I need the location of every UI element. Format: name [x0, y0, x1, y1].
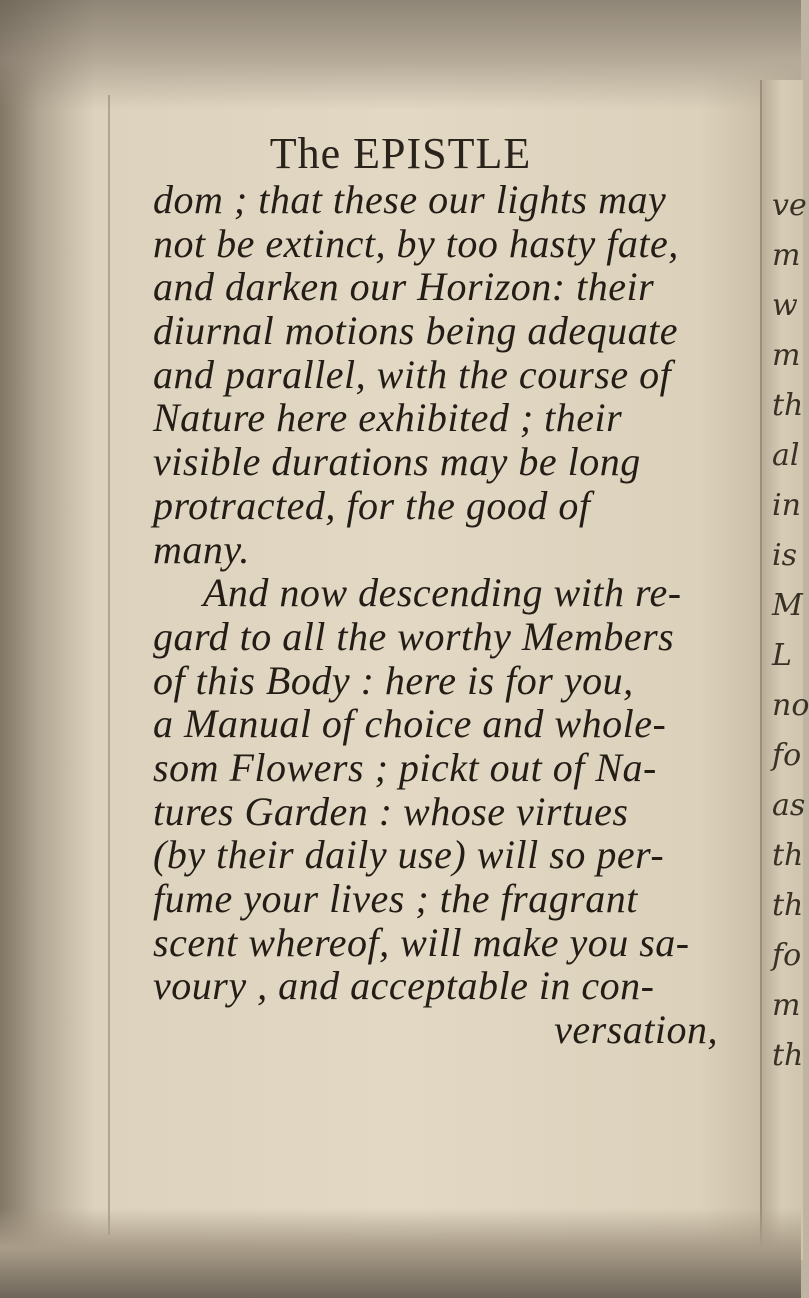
facing-page-fragment: is [772, 538, 797, 573]
text-line: tures Garden : whose virtues [153, 788, 629, 834]
facing-page-fragment: th [772, 388, 804, 423]
text-line: fume your lives ; the fragrant [153, 876, 638, 921]
binding-shadow [0, 0, 95, 1298]
facing-page-fragment: m [772, 238, 801, 273]
text-line: Nature here exhibited ; their [153, 395, 623, 441]
text-line: visible durations may be long [153, 439, 641, 485]
text-line: protracted, for the good of [153, 482, 591, 528]
facing-page-fragment: as [772, 788, 806, 823]
facing-page-fragment: in [772, 488, 801, 523]
text-line: not be extinct, by too hasty fate, [153, 220, 679, 266]
text-line: and parallel, with the course of [153, 351, 672, 397]
facing-page-fragment: w [772, 288, 798, 323]
text-line: voury , and acceptable in con- [153, 963, 655, 1009]
margin-crease [108, 95, 110, 1235]
facing-page-fragment: fo [772, 938, 802, 973]
text-line: And now descending with re- [203, 570, 682, 616]
facing-page-fragment: ve [772, 188, 807, 223]
text-line: and darken our Horizon: their [153, 264, 655, 310]
facing-page-fragment: m [772, 338, 801, 373]
facing-page-fragment: th [772, 1038, 804, 1073]
text-line: dom ; that these our lights may [153, 177, 667, 222]
text-line: som Flowers ; pickt out of Na- [153, 744, 657, 790]
facing-page-fragment: m [772, 988, 801, 1023]
facing-page-fragment: al [772, 438, 800, 473]
text-line: diurnal motions being adequate [153, 308, 678, 354]
text-line: scent whereof, will make you sa- [153, 919, 690, 965]
text-line: of this Body : here is for you, [153, 657, 634, 703]
facing-page-fragment: L [772, 638, 792, 673]
text-line: many. [153, 526, 250, 572]
facing-page-fragment: fo [772, 738, 802, 773]
page-top-shadow [0, 0, 801, 110]
facing-page-fragment: th [772, 888, 804, 923]
facing-page-fragment: no [772, 688, 809, 723]
text-line: (by their daily use) will so per- [153, 832, 665, 878]
page-bottom-shadow [0, 1208, 801, 1298]
text-line: gard to all the worthy Members [153, 613, 675, 659]
running-head: The EPISTLE [269, 129, 532, 178]
body-text [153, 178, 738, 1052]
catchword: versation, [554, 1007, 718, 1053]
facing-page-fragment: th [772, 838, 804, 873]
facing-page-fragment: M [772, 588, 803, 623]
text-line: a Manual of choice and whole- [153, 701, 667, 747]
